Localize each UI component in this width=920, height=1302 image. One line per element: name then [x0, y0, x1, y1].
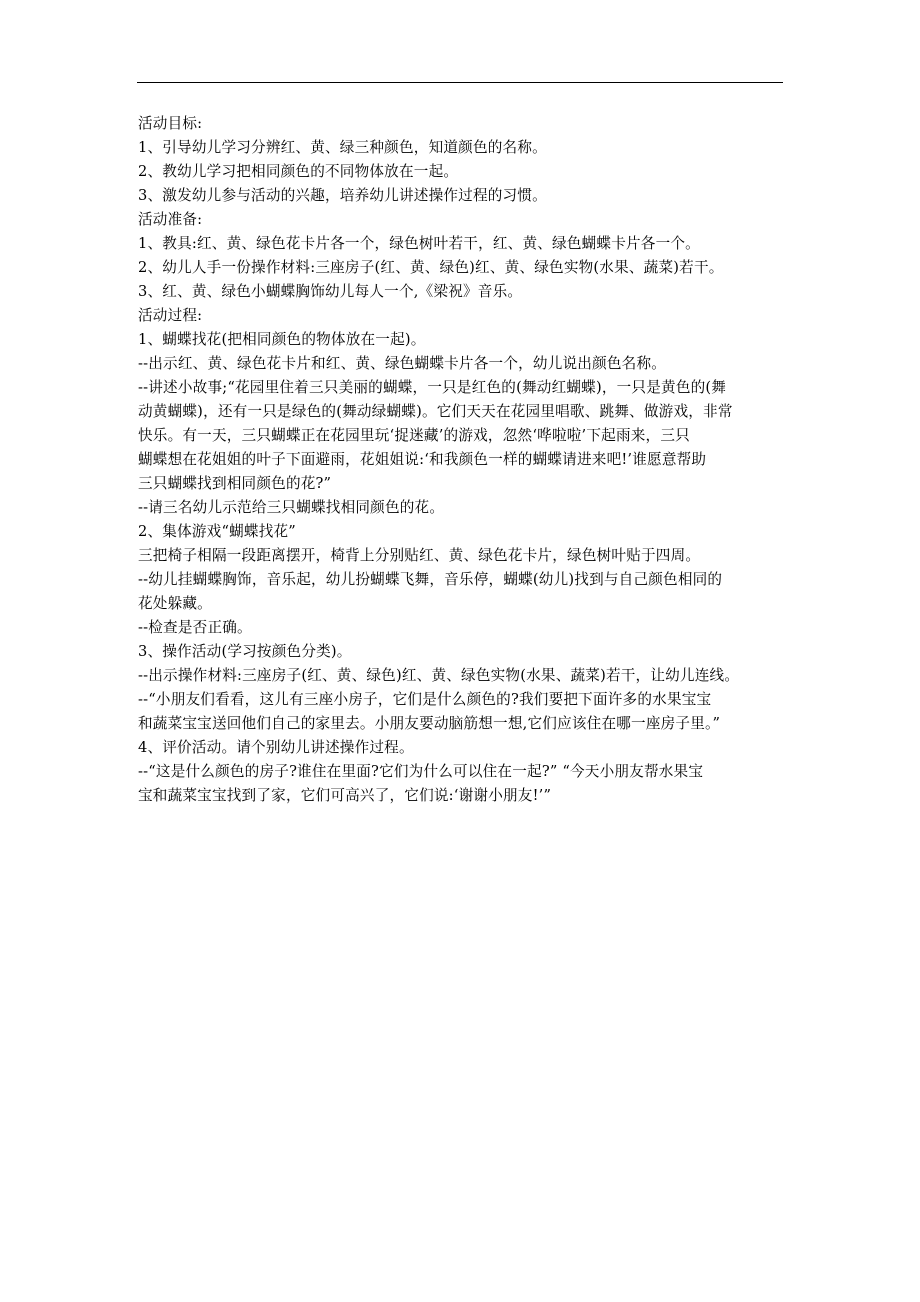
header-rule: [137, 82, 783, 83]
text-line: 动黄蝴蝶)，还有一只是绿色的(舞动绿蝴蝶)。它们天天在花园里唱歌、跳舞、做游戏，非常: [138, 403, 733, 420]
text-line: 3、激发幼儿参与活动的兴趣，培养幼儿讲述操作过程的习惯。: [138, 187, 547, 204]
text-line: 快乐。有一天，三只蝴蝶正在花园里玩‘捉迷藏’的游戏，忽然‘哗啦啦’下起雨来，三只: [138, 427, 690, 444]
text-line: 活动准备:: [138, 211, 203, 228]
text-line: --“这是什么颜色的房子?谁住在里面?它们为什么可以住在一起?” “今天小朋友帮水果宝: [138, 763, 704, 780]
text-line: --“小朋友们看看，这儿有三座小房子，它们是什么颜色的?我们要把下面许多的水果宝宝: [138, 691, 712, 708]
text-line: 3、红、黄、绿色小蝴蝶胸饰幼儿每人一个,《梁祝》音乐。: [138, 283, 523, 300]
text-line: 2、教幼儿学习把相同颜色的不同物体放在一起。: [138, 163, 459, 180]
text-line: 1、引导幼儿学习分辨红、黄、绿三种颜色，知道颜色的名称。: [138, 139, 547, 156]
text-line: 2、集体游戏“蝴蝶找花”: [138, 523, 296, 540]
text-line: --出示操作材料:三座房子(红、黄、绿色)红、黄、绿色实物(水果、蔬菜)若干，让幼儿连线。: [138, 667, 740, 684]
text-line: --幼儿挂蝴蝶胸饰，音乐起，幼儿扮蝴蝶飞舞，音乐停，蝴蝶(幼儿)找到与自己颜色相同的: [138, 571, 723, 588]
text-line: 3、操作活动(学习按颜色分类)。: [138, 643, 352, 660]
text-line: 2、幼儿人手一份操作材料:三座房子(红、黄、绿色)红、黄、绿色实物(水果、蔬菜)若干。: [138, 259, 724, 276]
text-line: 三把椅子相隔一段距离摆开，椅背上分别贴红、黄、绿色花卡片，绿色树叶贴于四周。: [138, 547, 701, 564]
text-line: 活动过程:: [138, 307, 203, 324]
text-line: 宝和蔬菜宝宝找到了家，它们可高兴了，它们说:‘谢谢小朋友!’”: [138, 787, 552, 804]
text-line: 4、评价活动。请个别幼儿讲述操作过程。: [138, 739, 414, 756]
text-line: --出示红、黄、绿色花卡片和红、黄、绿色蝴蝶卡片各一个，幼儿说出颜色名称。: [138, 355, 667, 372]
text-line: 1、教具:红、黄、绿色花卡片各一个，绿色树叶若干，红、黄、绿色蝴蝶卡片各一个。: [138, 235, 700, 252]
text-line: 1、蝴蝶找花(把相同颜色的物体放在一起)。: [138, 331, 426, 348]
text-line: --检查是否正确。: [138, 619, 252, 636]
text-line: 活动目标:: [138, 115, 203, 132]
text-line: 蝴蝶想在花姐姐的叶子下面避雨，花姐姐说:‘和我颜色一样的蝴蝶请进来吧!’谁愿意帮助: [138, 451, 707, 468]
text-line: 和蔬菜宝宝送回他们自己的家里去。小朋友要动脑筋想一想,它们应该住在哪一座房子里。”: [138, 715, 721, 732]
text-line: 花处躲藏。: [138, 595, 212, 612]
text-line: --讲述小故事;“花园里住着三只美丽的蝴蝶，一只是红色的(舞动红蝴蝶)，一只是黄色的(舞: [138, 379, 727, 396]
document-body: [138, 112, 788, 808]
text-line: --请三名幼儿示范给三只蝴蝶找相同颜色的花。: [138, 499, 445, 516]
text-line: 三只蝴蝶找到相同颜色的花?”: [138, 475, 332, 492]
